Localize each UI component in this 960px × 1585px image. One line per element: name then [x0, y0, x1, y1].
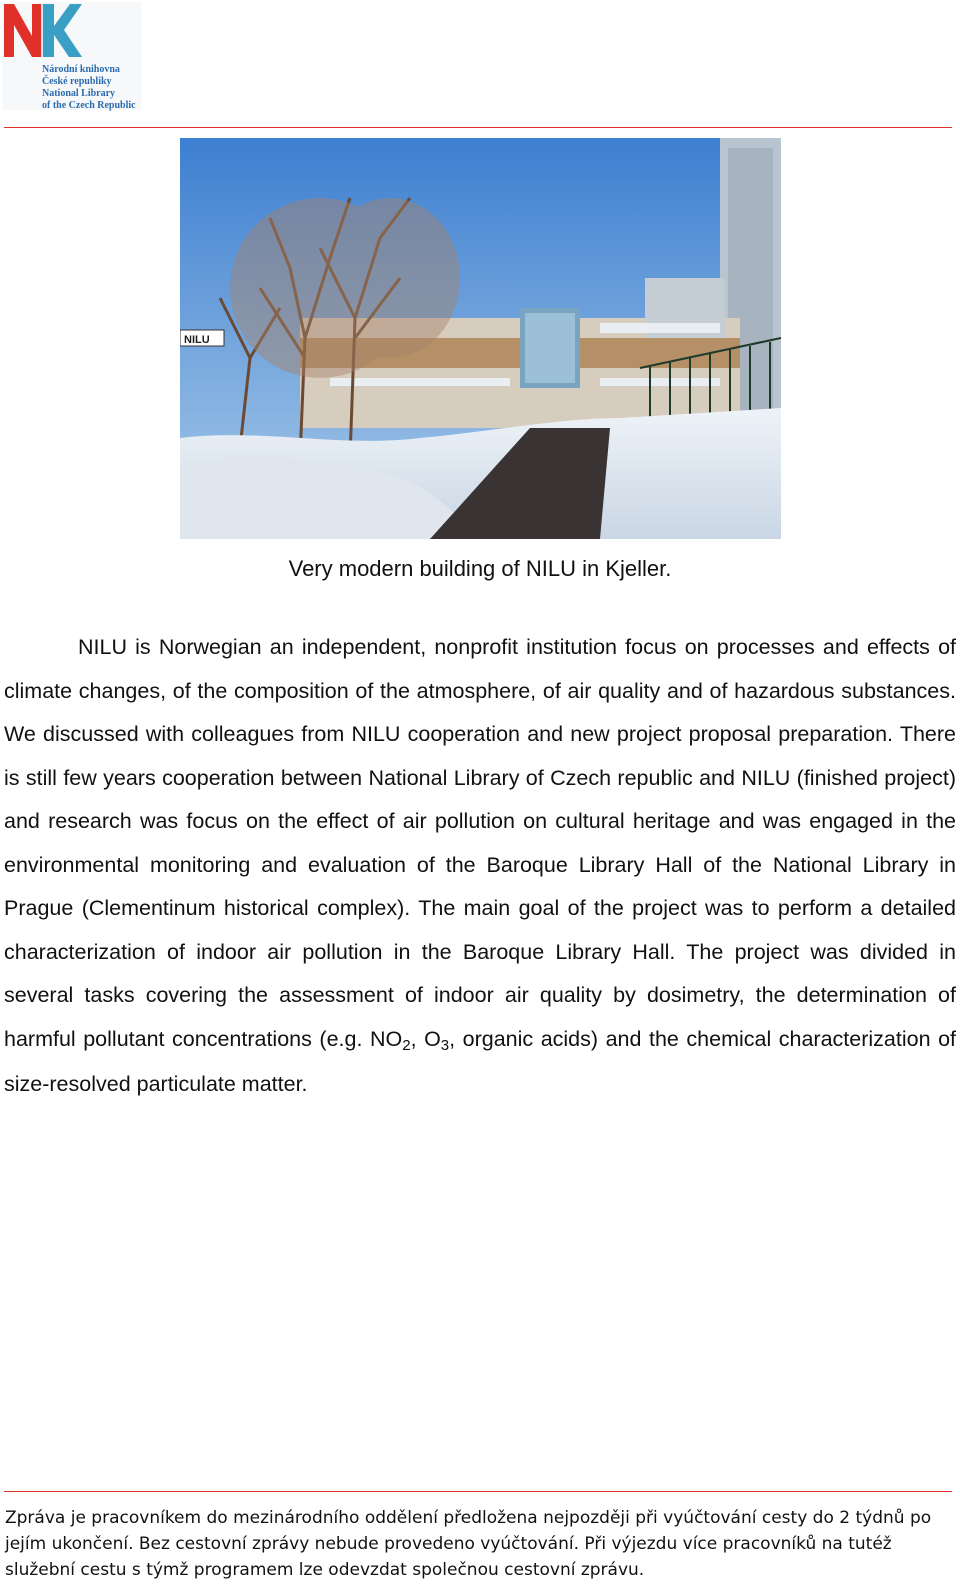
report-body	[4, 626, 956, 1107]
footer-divider	[4, 1491, 952, 1492]
paragraph-text: , organic acids) and the chemical characterization of size-resolved particulate matter.	[4, 1026, 956, 1096]
subscript: 2	[402, 1036, 411, 1054]
logo-line: České republiky	[42, 76, 112, 87]
report-paragraph	[4, 626, 956, 1107]
footer-note: Zpráva je pracovníkem do mezinárodního oddělení předložena nejpozději při vyúčtování cesty do 2 týdnů po jejím ukončení. Bez cestovní zprávy nebude provedeno vyúčtování. Při výjezdu více pracovníků na tutéž služební cestu s týmž programem lze odevzdat společnou cestovní zprávu.	[5, 1508, 932, 1580]
subscript: 3	[440, 1036, 450, 1054]
logo-wordmark	[42, 64, 136, 112]
logo-line: of the Czech Republic	[42, 100, 136, 111]
logo-line: National Library	[42, 88, 116, 99]
nilu-building-photo	[180, 138, 781, 539]
photo-caption: Very modern building of NILU in Kjeller.	[288, 556, 672, 581]
national-library-logo	[2, 2, 142, 110]
logo-line: Národní knihovna	[42, 64, 120, 75]
building-photo-illustration	[180, 138, 781, 539]
paragraph-text: , O	[410, 1026, 441, 1051]
header-divider	[4, 127, 952, 128]
paragraph-text: NILU is Norwegian an independent, nonprofit institution focus on processes and effects of climate changes, of the composition of the atmosphere, of air quality and of hazardous substances. We discussed with colleagues from NILU cooperation and new project proposal preparation. There is still few years cooperation between National Library of Czech republic and NILU (finished project) and research was focus on the effect of air pollution on cultural heritage and was engaged in the environmental monitoring and evaluation of the Baroque Library Hall of the National Library in Prague (Clementinum historical complex). The main goal of the project was to perform a detailed characterization of indoor air pollution in the Baroque Library Hall. The project was divided in several tasks covering the assessment of indoor air quality by dosimetry, the determination of harmful pollutant concentrations (e.g. NO	[4, 635, 956, 1051]
nilu-sign-text: NILU	[184, 334, 210, 346]
